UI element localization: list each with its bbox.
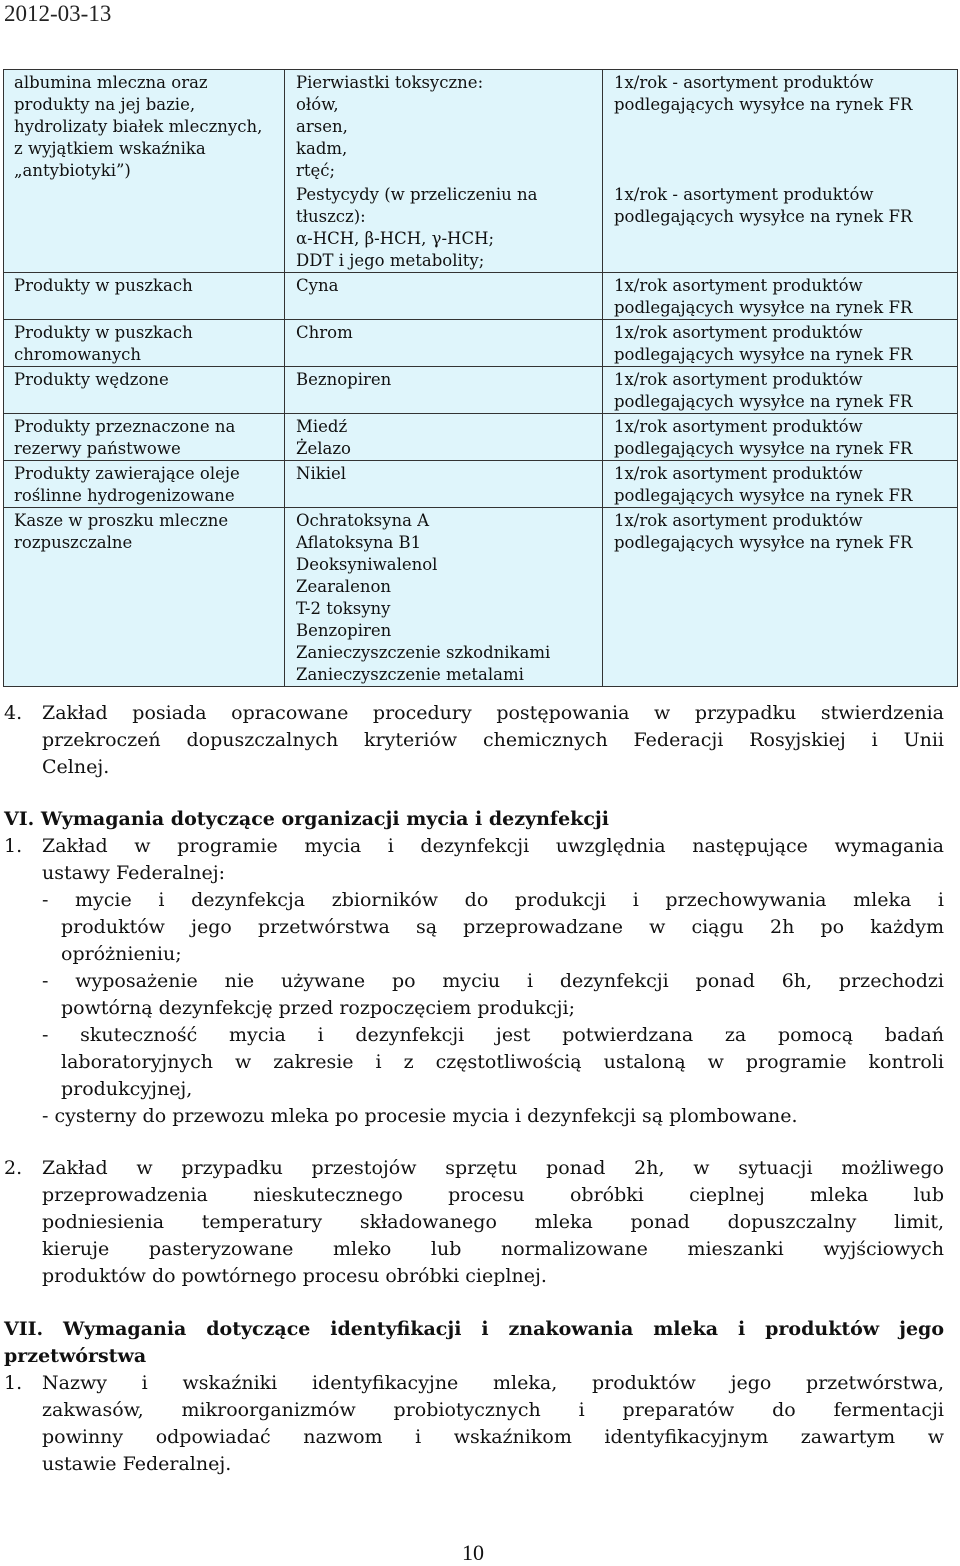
list-item: - cysterny do przewozu mleka po procesie mycia i dezynfekcji są plombowane. <box>42 1105 798 1127</box>
indicator-cell: Nikiel <box>285 461 603 508</box>
table-row <box>4 367 958 414</box>
paragraph-number: 2. <box>4 1157 23 1179</box>
indicator-cell: Chrom <box>285 320 603 367</box>
paragraph-number: 4. <box>4 702 23 724</box>
frequency-cell: 1x/rok - asortyment produktów podlegających wysyłce na rynek FR <box>603 182 958 273</box>
table-row <box>4 320 958 367</box>
frequency-cell: 1x/rok asortyment produktów podlegających wysyłce na rynek FR <box>603 367 958 414</box>
product-cell: Produkty w puszkach chromowanych <box>4 320 285 367</box>
list-item: - mycie i dezynfekcja zbiorników do produkcji i przechowywania mleka i <box>42 889 944 911</box>
frequency-cell: 1x/rok - asortyment produktów podlegających wysyłce na rynek FR <box>603 70 958 183</box>
page-number: 10 <box>462 1540 484 1565</box>
section-vi-paragraph-2: 2. Zakład w przypadku przestojów sprzętu ponad 2h, w sytuacji możliwego przeprowadzenia nieskutecznego procesu obróbki cieplnej mleka lub podniesienia temperatury składowanego mleka ponad dopuszczalny limit, kieruje pasteryzowane mleko lub normalizowane mieszanki wyjściowych produktów do powtórnego procesu obróbki cieplnej. <box>4 1157 944 1287</box>
product-cell: Produkty zawierające oleje roślinne hydrogenizowane <box>4 461 285 508</box>
paragraph-number: 1. <box>4 1372 23 1394</box>
indicator-cell: Cyna <box>285 273 603 320</box>
indicator-cell: Pierwiastki toksyczne: ołów, arsen, kadm, rtęć; <box>285 70 603 183</box>
table-row <box>4 70 958 183</box>
frequency-cell: 1x/rok asortyment produktów podlegających wysyłce na rynek FR <box>603 273 958 320</box>
product-cell: Produkty w puszkach <box>4 273 285 320</box>
frequency-cell: 1x/rok asortyment produktów podlegających wysyłce na rynek FR <box>603 508 958 687</box>
list-item: - skuteczność mycia i dezynfekcji jest potwierdzana za pomocą badań <box>42 1024 944 1046</box>
paragraph-number: 1. <box>4 835 23 857</box>
table-row <box>4 461 958 508</box>
section-vi-heading: VI. Wymagania dotyczące organizacji mycia i dezynfekcji <box>4 808 609 830</box>
section-vii: VII. Wymagania dotyczące identyfikacji i znakowania mleka i produktów jego przetwórstwa 1. Nazwy i wskaźniki identyfikacyjne mleka, produktów jego przetwórstwa, zakwasów, mikroorganizmów probiotycznych i preparatów do fermentacji powinny odpowiadać nazwom i wskaźnikom identyfikacyjnym zawartym w ustawie Federalnej. <box>4 1318 944 1475</box>
table-row <box>4 273 958 320</box>
frequency-cell: 1x/rok asortyment produktów podlegających wysyłce na rynek FR <box>603 414 958 461</box>
product-cell: albumina mleczna oraz produkty na jej bazie, hydrolizaty białek mlecznych, z wyjątkiem wskaźnika „antybiotyki”) <box>4 70 285 273</box>
section-4-paragraph: 4. Zakład posiada opracowane procedury postępowania w przypadku stwierdzenia przekroczeń dopuszczalnych kryteriów chemicznych Federacji Rosyjskiej i Unii Celnej. <box>4 702 944 778</box>
frequency-cell: 1x/rok asortyment produktów podlegających wysyłce na rynek FR <box>603 461 958 508</box>
section-vii-heading: VII. Wymagania dotyczące identyfikacji i znakowania mleka i produktów jego <box>4 1318 944 1340</box>
product-cell: Produkty przeznaczone na rezerwy państwowe <box>4 414 285 461</box>
indicator-cell: Beznopiren <box>285 367 603 414</box>
indicator-cell: Ochratoksyna A Aflatoksyna B1 Deoksyniwalenol Zearalenon T-2 toksyny Benzopiren Zanieczyszczenie szkodnikami Zanieczyszczenie metalami <box>285 508 603 687</box>
indicator-cell: Pestycydy (w przeliczeniu na tłuszcz): α-HCH, β-HCH, γ-HCH; DDT i jego metabolity; <box>285 182 603 273</box>
table-row <box>4 508 958 687</box>
requirements-table <box>3 69 958 687</box>
section-vi: VI. Wymagania dotyczące organizacji mycia i dezynfekcji 1. Zakład w programie mycia i dezynfekcji uwzględnia następujące wymagania ustawy Federalnej: - mycie i dezynfekcja zbiorników do produkcji i przechowywania mleka i produktów jego przetwórstwa są przeprowadzane w ciągu 2h po każdym opróżnieniu; - wyposażenie nie używane po myciu i dezynfekcji ponad 6h, przechodzi powtórną dezynfekcję przed rozpoczęciem produkcji; - skuteczność mycia i dezynfekcji jest potwierdzana za pomocą badań laboratoryjnych w zakresie i z częstotliwością ustaloną w programie kontroli produkcyjnej, - cysterny do przewozu mleka po procesie mycia i dezynfekcji są plombowane. <box>4 806 944 1130</box>
frequency-cell: 1x/rok asortyment produktów podlegających wysyłce na rynek FR <box>603 320 958 367</box>
product-cell: Produkty wędzone <box>4 367 285 414</box>
document-date: 2012-03-13 <box>4 1 112 26</box>
list-item: - wyposażenie nie używane po myciu i dezynfekcji ponad 6h, przechodzi <box>42 970 944 992</box>
product-cell: Kasze w proszku mleczne rozpuszczalne <box>4 508 285 687</box>
indicator-cell: Miedź Żelazo <box>285 414 603 461</box>
table-row <box>4 414 958 461</box>
